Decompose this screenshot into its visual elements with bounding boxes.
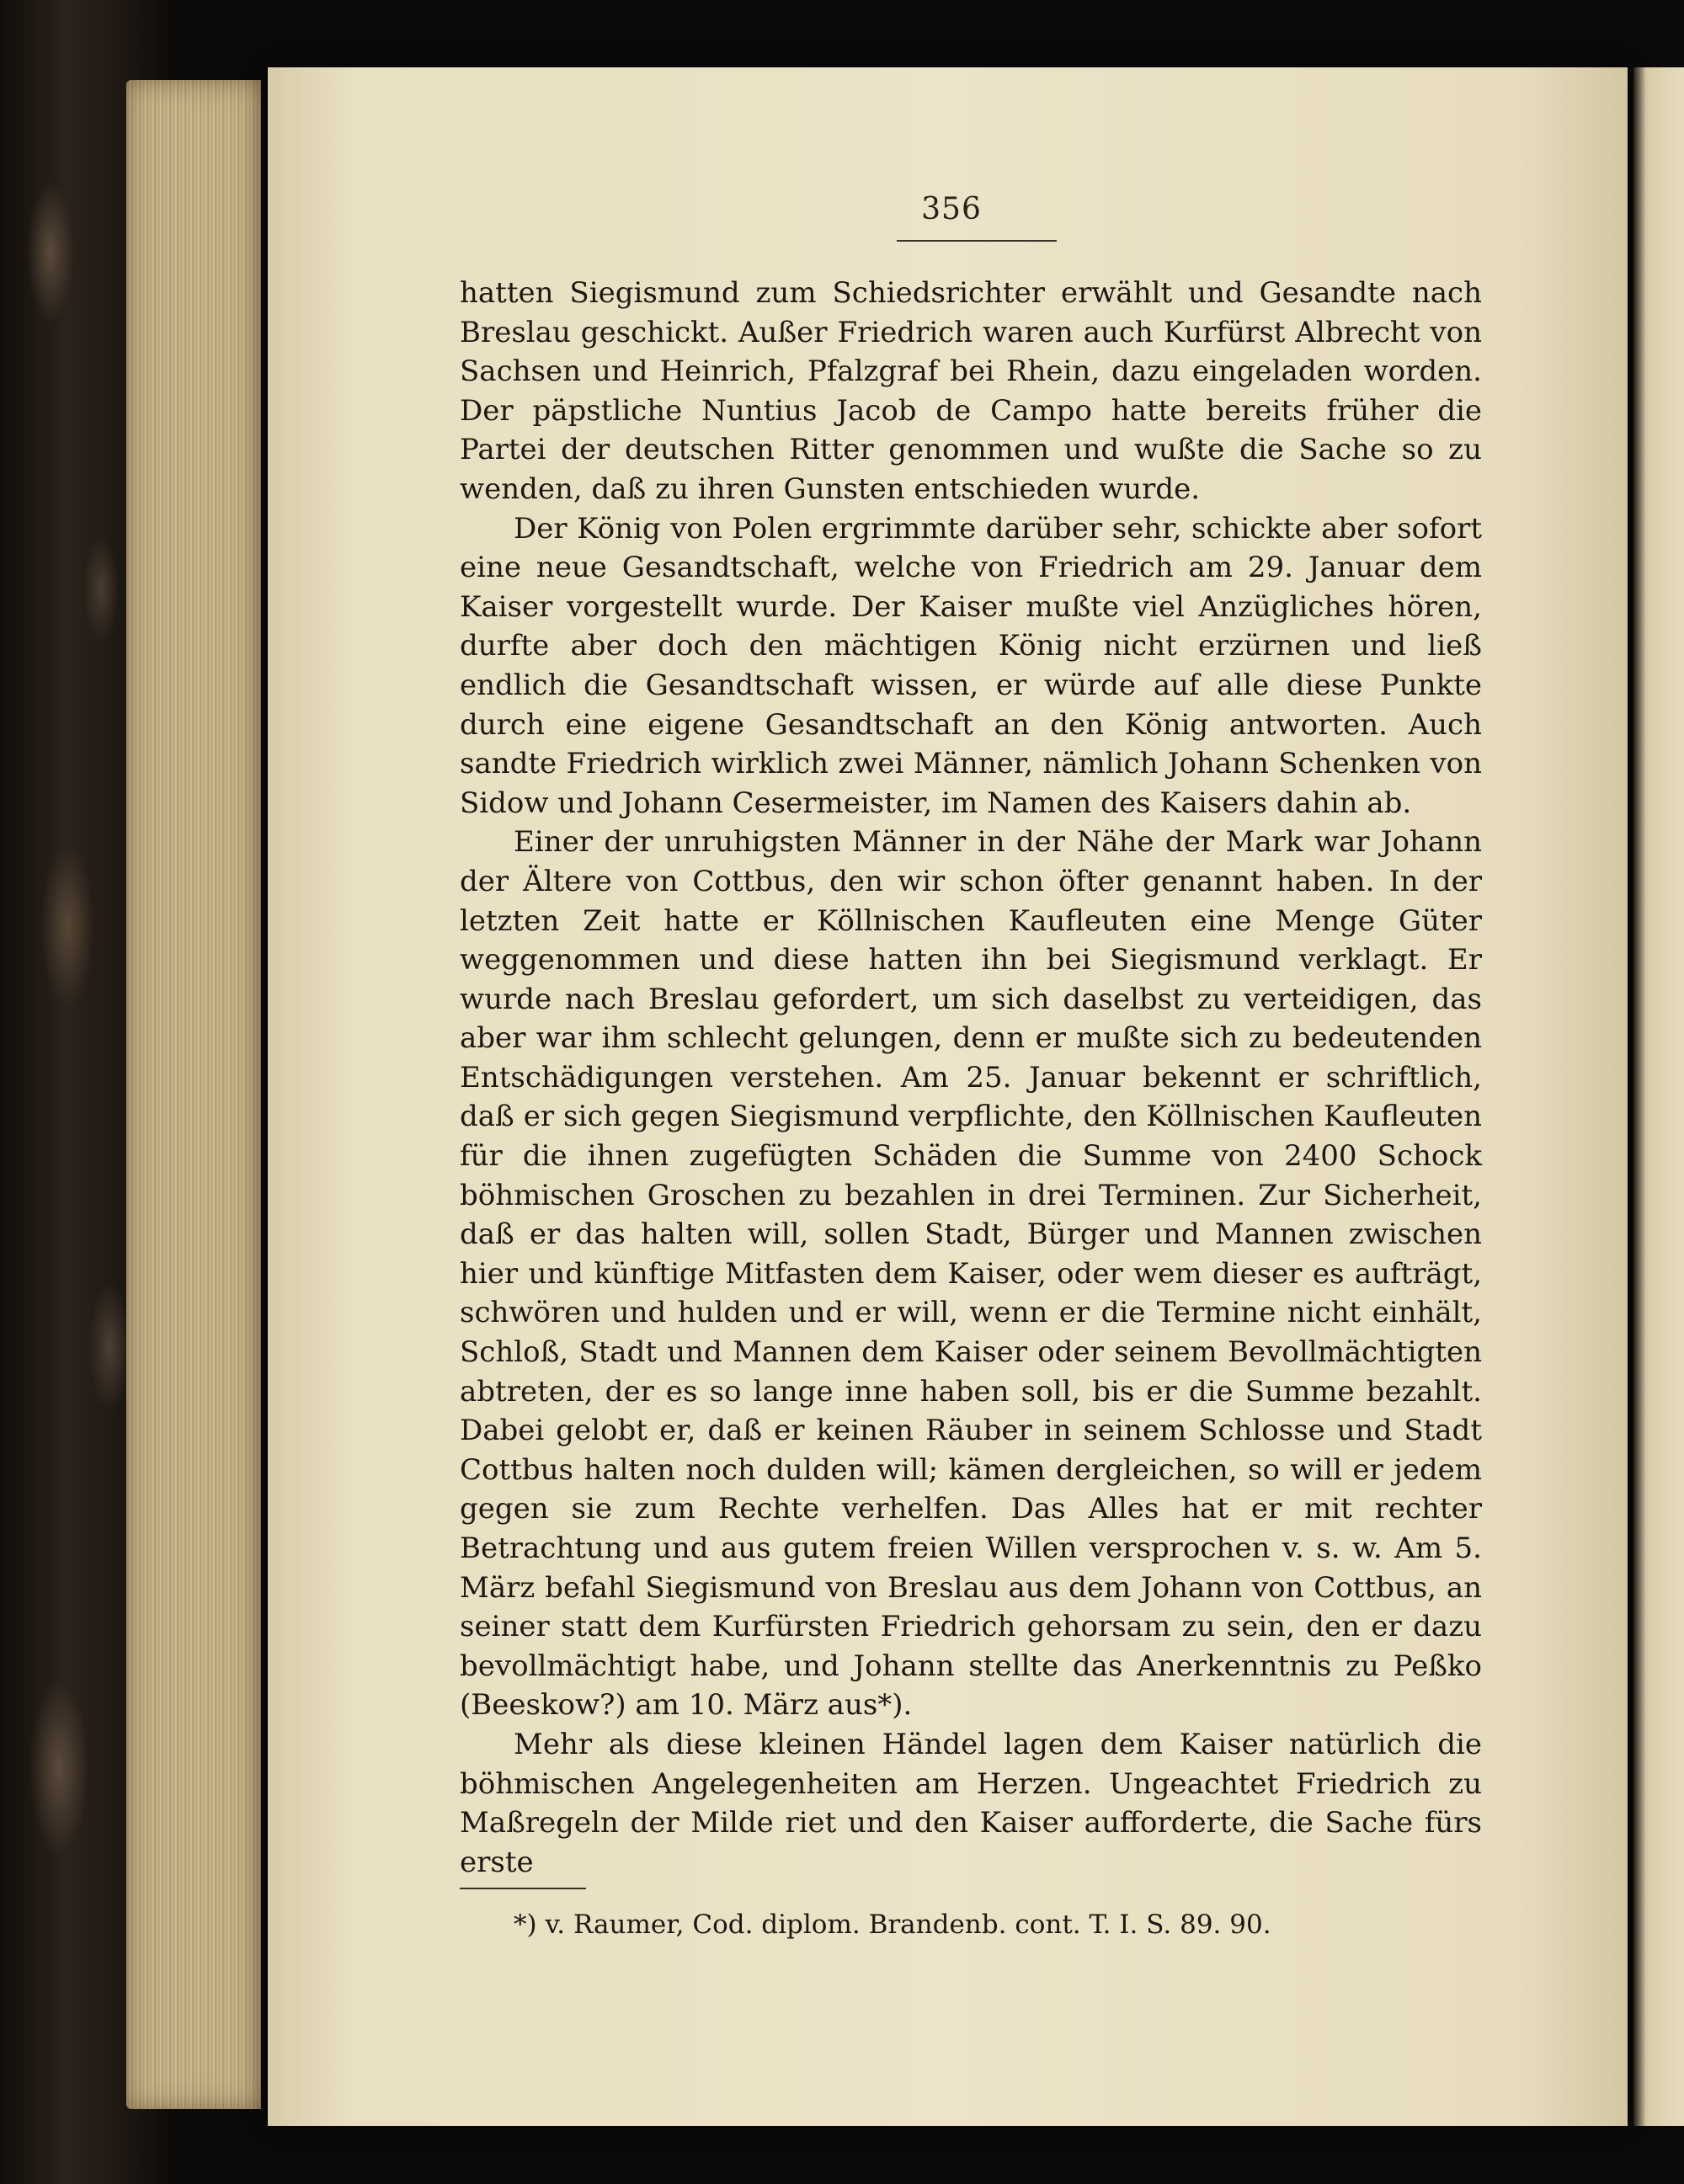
- page-edges: [126, 80, 261, 2109]
- paragraph-1: hatten Siegismund zum Schiedsrichter erwählt und Gesandte nach Breslau geschickt. Außer Friedrich waren auch Kurfürst Albrecht von Sachsen und Heinrich, Pfalzgraf bei Rhein, dazu eingeladen worden. Der päpstliche Nuntius Jacob de Campo hatte bereits früher die Partei der deutschen Ritter genommen und wußte die Sache so zu wenden, daß zu ihren Gunsten entschieden wurde.: [460, 276, 1482, 506]
- adjacent-page-edge: [1633, 67, 1684, 2126]
- page-number: 356: [921, 192, 982, 226]
- paragraph-2: Der König von Polen ergrimmte darüber sehr, schickte aber sofort eine neue Gesandtschaft, welche von Friedrich am 29. Januar dem Kaiser vorgestellt wurde. Der Kaiser mußte viel Anzügliches hören, durfte aber doch den mächtigen König nicht erzürnen und ließ endlich die Gesandtschaft wissen, er würde auf alle diese Punkte durch eine eigene Gesandtschaft an den König antworten. Auch sandte Friedrich wirklich zwei Männer, nämlich Johann Schenken von Sidow und Johann Cesermeister, im Namen des Kaisers dahin ab.: [460, 511, 1482, 820]
- page-number-rule: [897, 240, 1057, 242]
- paragraph-3: Einer der unruhigsten Männer in der Nähe der Mark war Johann der Ältere von Cottbus, den wir schon öfter genannt haben. In der letzten Zeit hatte er Köllnischen Kaufleuten eine Menge Güter weggenommen und diese hatten ihn bei Siegismund verklagt. Er wurde nach Breslau gefordert, um sich daselbst zu verteidigen, das aber war ihm schlecht gelungen, denn er mußte sich zu bedeutenden Entschädigungen verstehen. Am 25. Januar bekennt er schriftlich, daß er sich gegen Siegismund verpflichte, den Köllnischen Kaufleuten für die ihnen zugefügten Schäden die Summe von 2400 Schock böhmischen Groschen zu bezahlen in drei Terminen. Zur Sicherheit, daß er das halten will, sollen Stadt, Bürger und Mannen zwischen hier und künftige Mitfasten dem Kaiser, oder wem dieser es aufträgt, schwören und hulden und er will, wenn er die Termine nicht einhält, Schloß, Stadt und Mannen dem Kaiser oder seinem Bevollmächtigten abtreten, der es so lange inne haben soll, bis er die Summe bezahlt. Dabei gelobt er, daß er keinen Räuber in seinem Schlosse und Stadt Cottbus halten noch dulden will; kämen dergleichen, so will er jedem gegen sie zum Rechte verhelfen. Das Alles hat er mit rechter Betrachtung und aus gutem freien Willen versprochen v. s. w. Am 5. März befahl Siegismund von Breslau aus dem Johann von Cottbus, an seiner statt dem Kurfürsten Friedrich gehorsam zu sein, den er dazu bevollmächtigt habe, und Johann stellte das Anerkenntnis zu Peßko (Beeskow?) am 10. März aus*).: [460, 825, 1482, 1723]
- body-text: [460, 274, 1482, 1882]
- footnote-rule: [460, 1888, 586, 1889]
- paragraph-4: Mehr als diese kleinen Händel lagen dem Kaiser natürlich die böhmischen Angelegenheiten am Herzen. Ungeachtet Friedrich zu Maßregeln der Milde riet und den Kaiser aufforderte, die Sache fürs erste: [460, 1727, 1482, 1879]
- footnote: *) v. Raumer, Cod. diplom. Brandenb. cont. T. I. S. 89. 90.: [514, 1910, 1271, 1940]
